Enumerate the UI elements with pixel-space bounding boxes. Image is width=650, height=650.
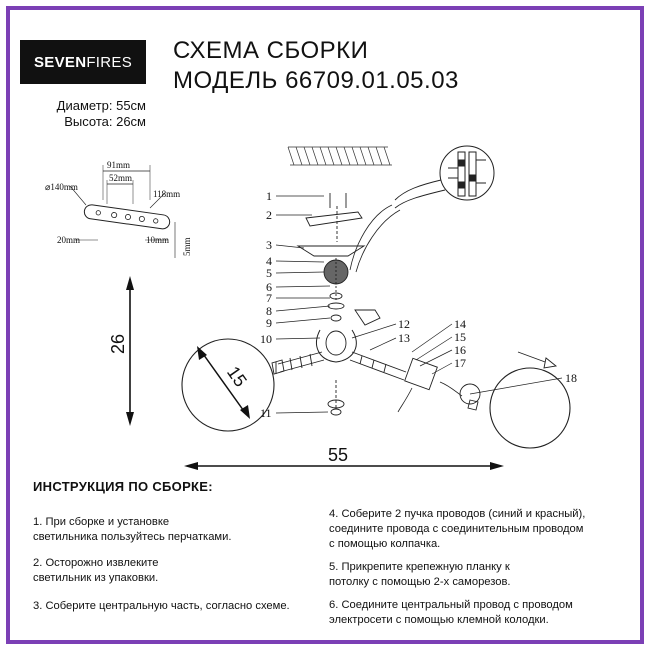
ceiling-hatch — [288, 147, 392, 165]
spec-height: Высота: 26см — [64, 114, 146, 129]
mounting-plate — [83, 204, 170, 230]
brand-logo-bold: SEVEN — [33, 53, 87, 71]
callout-4: 4 — [266, 254, 272, 268]
callout-3: 3 — [266, 238, 272, 252]
callout-13: 13 — [398, 331, 410, 345]
dim-140: ⌀140mm — [45, 182, 78, 192]
step-4-line-1: 4. Соберите 2 пучка проводов (синий и красный), — [329, 508, 586, 520]
callout-5: 5 — [266, 266, 272, 280]
step-2-line-1: 2. Осторожно извлеките — [33, 557, 159, 569]
brand-logo-light: FIRES — [86, 53, 133, 71]
step-2-line-2: светильник из упаковки. — [33, 572, 159, 584]
shade-label: 15 — [222, 362, 251, 391]
title-line-1: СХЕМА СБОРКИ — [173, 37, 369, 64]
instruction-step-1 — [33, 515, 303, 545]
callout-7: 7 — [266, 291, 272, 305]
step-4-line-3: с помощью колпачка. — [329, 538, 441, 550]
step-1-line-2: светильника пользуйтесь перчатками. — [33, 531, 232, 543]
dim-118: 118mm — [153, 189, 181, 199]
dim-10: 10mm — [146, 235, 170, 245]
callout-14: 14 — [454, 317, 466, 331]
callout-18: 18 — [565, 371, 577, 385]
callout-leaders — [276, 196, 562, 413]
instruction-step-3 — [33, 599, 323, 614]
instruction-step-4 — [329, 507, 629, 552]
callout-16: 16 — [454, 343, 466, 357]
instruction-step-5 — [329, 560, 619, 590]
callout-17: 17 — [454, 356, 466, 370]
dim-91: 91mm — [107, 160, 131, 170]
step-5-line-2: потолку с помощью 2-х саморезов. — [329, 576, 511, 588]
callout-12: 12 — [398, 317, 410, 331]
step-3-line-1: 3. Соберите центральную часть, согласно схеме. — [33, 600, 290, 612]
callout-8: 8 — [266, 304, 272, 318]
spec-diameter: Диаметр: 55см — [56, 98, 146, 113]
step-1-line-1: 1. При сборке и установке — [33, 516, 170, 528]
callout-1: 1 — [266, 189, 272, 203]
callout-10: 10 — [260, 332, 272, 346]
width-label: 55 — [327, 445, 349, 465]
instruction-step-2 — [33, 556, 303, 586]
wire-connection-detail — [395, 146, 494, 208]
dim-5: 5mm — [182, 237, 192, 256]
instructions-heading: ИНСТРУКЦИЯ ПО СБОРКЕ: — [33, 479, 213, 494]
callout-11: 11 — [260, 406, 272, 420]
callout-15: 15 — [454, 330, 466, 344]
title-line-2: МОДЕЛЬ 66709.01.05.03 — [173, 67, 459, 94]
instruction-step-6 — [329, 598, 629, 628]
dim-20: 20mm — [57, 235, 81, 245]
height-label: 26 — [108, 333, 128, 355]
right-shade — [490, 368, 570, 448]
dim-52: 52mm — [109, 173, 133, 183]
step-4-line-2: соедините провода с соединительным проводом — [329, 523, 584, 535]
step-5-line-1: 5. Прикрепите крепежную планку к — [329, 561, 510, 573]
callout-2: 2 — [266, 208, 272, 222]
step-6-line-1: 6. Соедините центральный провод с проводом — [329, 599, 573, 611]
callout-9: 9 — [266, 316, 272, 330]
callout-6: 6 — [266, 280, 272, 294]
step-6-line-2: электросети с помощью клемной колодки. — [329, 614, 549, 626]
center-assembly — [298, 193, 400, 415]
